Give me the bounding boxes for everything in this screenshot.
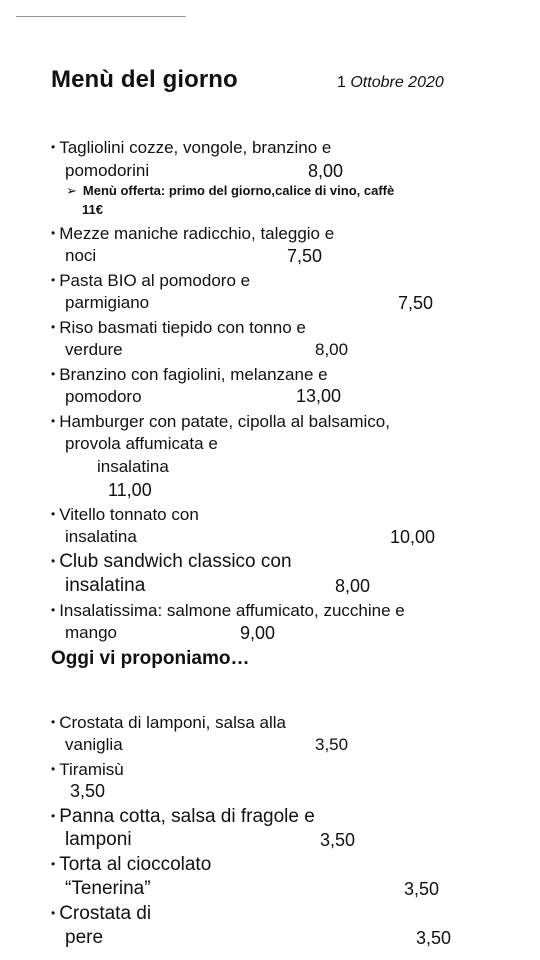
offer-price: 11€ xyxy=(82,202,103,217)
bullet-icon: • xyxy=(51,367,56,381)
menu-item-3-line2: parmigiano xyxy=(65,293,150,312)
bullet-icon: • xyxy=(51,273,56,287)
menu-item-5-line1: • Branzino con fagiolini, melanzane e xyxy=(51,365,328,384)
dessert-3-price: 3,50 xyxy=(320,830,356,850)
dessert-3-line2: lamponi xyxy=(65,829,132,850)
menu-item-6-line1: • Hamburger con patate, cipolla al balsamico, xyxy=(51,412,390,431)
menu-item-4-line2: verdure xyxy=(65,340,123,359)
dessert-1-price: 3,50 xyxy=(315,735,349,754)
menu-item-2-line1: • Mezze maniche radicchio, taleggio e xyxy=(51,224,335,243)
dessert-1-line2: vaniglia xyxy=(65,735,123,754)
menu-item-4-line1: • Riso basmati tiepido con tonno e xyxy=(51,318,306,337)
date-month-year: Ottobre 2020 xyxy=(350,74,444,91)
section-heading: Oggi vi proponiamo… xyxy=(51,648,250,669)
arrow-right-icon: ➢ xyxy=(66,183,77,198)
bullet-icon: • xyxy=(51,762,56,776)
bullet-icon: • xyxy=(51,554,56,568)
bullet-icon: • xyxy=(51,226,56,240)
menu-item-8-price: 8,00 xyxy=(335,576,371,596)
bullet-icon: • xyxy=(51,507,56,521)
dessert-5-line1: • Crostata di xyxy=(51,903,152,924)
menu-item-6-line2: provola affumicata e xyxy=(65,434,218,453)
menu-item-8-line1: • Club sandwich classico con xyxy=(51,551,292,572)
dessert-3-line1: • Panna cotta, salsa di fragole e xyxy=(51,806,315,827)
dessert-4-line2: “Tenerina” xyxy=(65,878,151,899)
menu-item-2-price: 7,50 xyxy=(287,246,323,266)
dessert-2-line1: • Tiramisù xyxy=(51,760,124,779)
dessert-2-price: 3,50 xyxy=(70,781,106,801)
menu-item-6-price: 11,00 xyxy=(108,480,152,500)
menu-item-4-price: 8,00 xyxy=(315,340,349,359)
menu-item-3-price: 7,50 xyxy=(398,293,434,313)
date-day: 1 xyxy=(337,74,346,91)
bullet-icon: • xyxy=(51,715,56,729)
bullet-icon: • xyxy=(51,140,56,154)
offer-line1: ➢ Menù offerta: primo del giorno,calice di vino, caffè xyxy=(66,183,395,198)
menu-item-7-line1: • Vitello tonnato con xyxy=(51,505,199,524)
menu-title: Menù del giorno xyxy=(51,66,238,93)
dessert-4-line1: • Torta al cioccolato xyxy=(51,854,212,875)
menu-item-6-line3: insalatina xyxy=(97,457,169,476)
dessert-5-price: 3,50 xyxy=(416,928,452,948)
menu-date xyxy=(337,74,444,92)
dessert-4-price: 3,50 xyxy=(404,879,440,899)
bullet-icon: • xyxy=(51,906,56,920)
dessert-5-line2: pere xyxy=(65,927,104,948)
bullet-icon: • xyxy=(51,603,56,617)
top-divider xyxy=(16,16,186,17)
dessert-1-line1: • Crostata di lamponi, salsa alla xyxy=(51,713,286,732)
bullet-icon: • xyxy=(51,320,56,334)
menu-item-7-line2: insalatina xyxy=(65,527,137,546)
bullet-icon: • xyxy=(51,809,56,823)
menu-item-8-line2: insalatina xyxy=(65,575,146,596)
bullet-icon: • xyxy=(51,857,56,871)
menu-item-9-line1: • Insalatissima: salmone affumicato, zucchine e xyxy=(51,601,405,620)
menu-item-9-line2: mango xyxy=(65,623,117,642)
menu-item-3-line1: • Pasta BIO al pomodoro e xyxy=(51,271,251,290)
menu-item-1-price: 8,00 xyxy=(308,161,344,181)
menu-item-1-line2: pomodorini xyxy=(65,161,150,180)
menu-item-7-price: 10,00 xyxy=(390,527,436,547)
bullet-icon: • xyxy=(51,414,56,428)
menu-item-1-line1: • Tagliolini cozze, vongole, branzino e xyxy=(51,138,332,157)
menu-item-5-price: 13,00 xyxy=(296,386,342,406)
menu-item-5-line2: pomodoro xyxy=(65,387,142,406)
menu-item-2-line2: noci xyxy=(65,246,97,265)
menu-item-9-price: 9,00 xyxy=(240,623,276,643)
